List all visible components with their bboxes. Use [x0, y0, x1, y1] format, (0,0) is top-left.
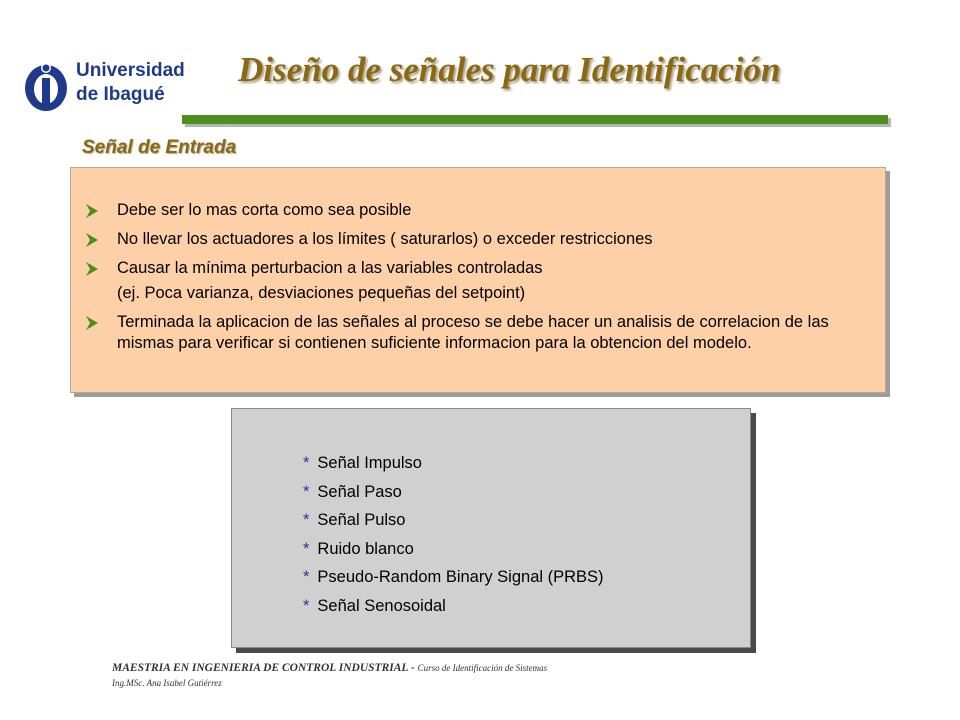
logo-text-line1: Universidad [76, 60, 185, 81]
arrow-bullet-icon [84, 315, 100, 331]
footer-separator: - [408, 662, 418, 674]
university-logo-icon [22, 58, 72, 114]
asterisk-marker: * [303, 539, 310, 558]
arrow-bullet-icon [84, 232, 100, 248]
section-subtitle: Señal de Entrada [82, 137, 237, 158]
requirement-text: Causar la mínima perturbacion a las variables controladas [117, 259, 543, 277]
requirement-item [84, 200, 874, 221]
requirement-text: Terminada la aplicacion de las señales al proceso se debe hacer un analisis de correlacion de las mismas para verificar si contienen suficiente informacion para la obtencion del modelo. [117, 313, 829, 352]
asterisk-marker: * [303, 482, 310, 501]
footer-program [112, 662, 547, 674]
asterisk-marker: * [303, 511, 310, 529]
signal-label: Señal Paso [317, 482, 402, 501]
requirement-text: No llevar los actuadores a los límites ( saturarlos) o exceder restricciones [117, 230, 653, 248]
asterisk-marker: * [303, 568, 310, 586]
requirement-item [84, 283, 874, 304]
signal-label: Ruido blanco [317, 539, 414, 558]
footer-program-name: MAESTRIA EN INGENIERIA DE CONTROL INDUSTRIAL [112, 662, 408, 674]
arrow-bullet-icon [84, 203, 100, 219]
signal-item [303, 593, 604, 622]
signal-item [303, 564, 604, 593]
requirement-text: (ej. Poca varianza, desviaciones pequeñas del setpoint) [117, 284, 526, 302]
signal-label: Señal Senosoidal [317, 596, 446, 615]
requirement-text: Debe ser lo mas corta como sea posible [117, 201, 412, 219]
university-logo [22, 58, 185, 114]
page-title: Diseño de señales para Identificación [238, 50, 781, 89]
signal-item [303, 479, 604, 508]
signal-item [303, 507, 604, 536]
signal-label: Pseudo-Random Binary Signal (PRBS) [317, 568, 604, 586]
asterisk-marker: * [303, 596, 310, 615]
signals-list [303, 450, 604, 621]
signal-label: Señal Pulso [317, 511, 406, 529]
footer-course: Curso de Identificación de Sistemas [417, 663, 548, 673]
signal-label: Señal Impulso [317, 454, 422, 472]
arrow-bullet-icon [84, 261, 100, 277]
requirements-list [84, 200, 874, 362]
signal-item [303, 450, 604, 479]
requirement-item [84, 229, 874, 250]
signal-item [303, 536, 604, 565]
requirement-item [84, 312, 874, 354]
requirement-item [84, 258, 874, 279]
logo-text-line2: de Ibagué [76, 84, 165, 105]
asterisk-marker: * [303, 454, 310, 472]
footer-author: Ing.MSc. Ana Isabel Gutiérrez [112, 678, 222, 688]
title-underline-bar [182, 115, 888, 124]
